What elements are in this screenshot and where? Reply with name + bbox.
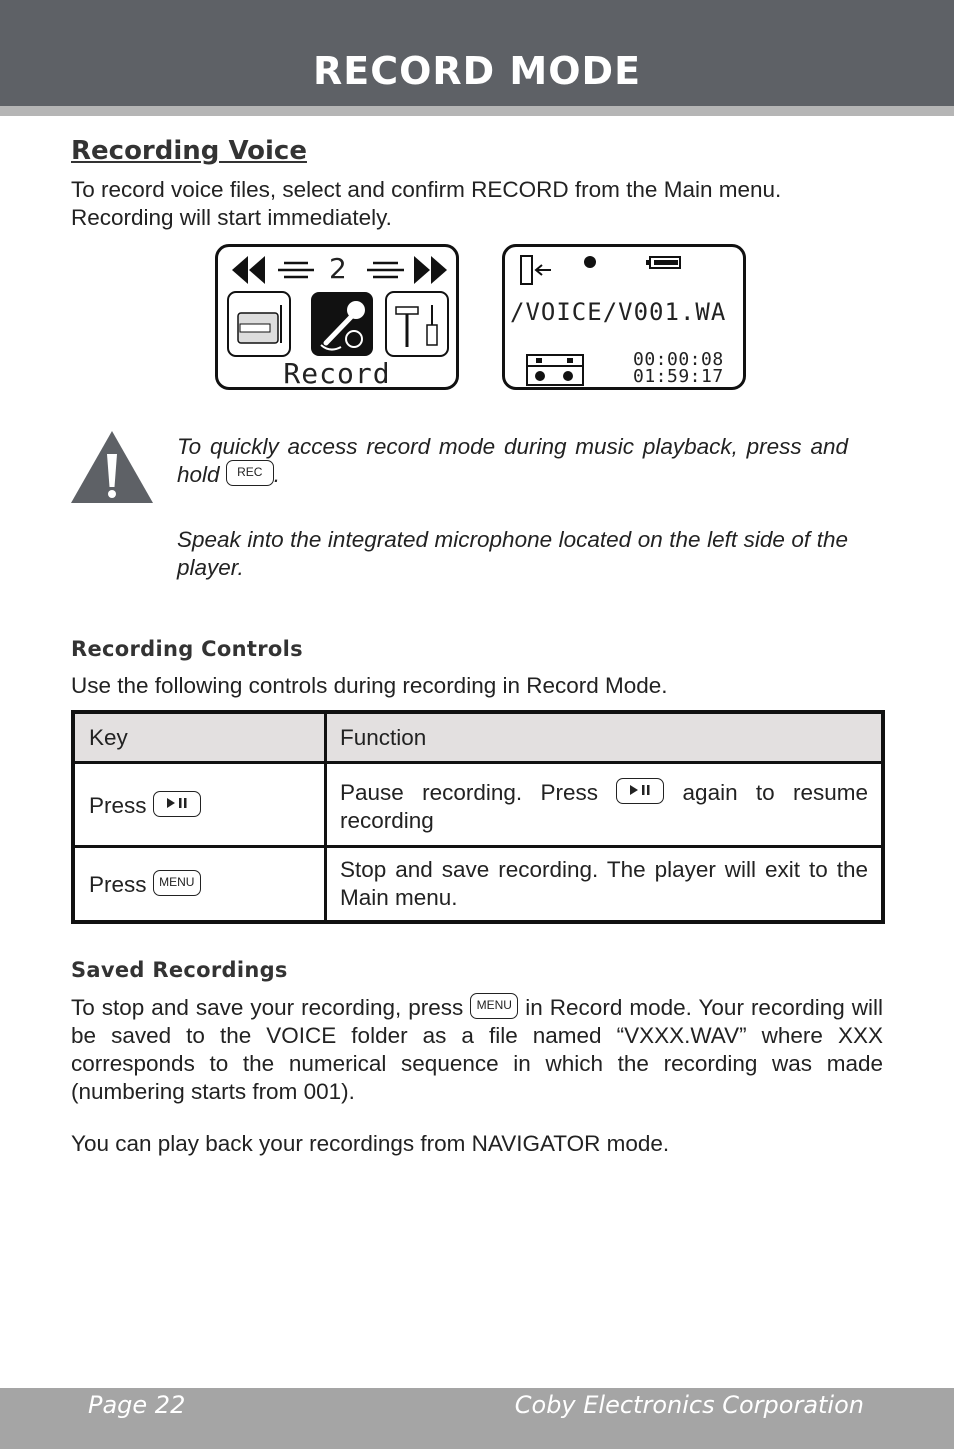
saved-recordings-paragraph	[71, 994, 883, 1106]
page-title: RECORD MODE	[312, 49, 642, 93]
page-number: Page 22	[88, 1391, 186, 1419]
table-cell-function: Stop and save recording. The player will exit to the Main menu.	[340, 857, 868, 910]
lcd-record-file-path: /VOICE/V001.WA	[510, 298, 727, 326]
menu-lines-left-icon	[278, 263, 314, 277]
note-quick-record	[177, 433, 848, 489]
row1-function-text: Pause recording. Press	[340, 780, 617, 805]
table-column-divider	[324, 714, 327, 920]
table-cell-function	[340, 779, 868, 835]
play-pause-key-icon	[616, 778, 664, 804]
menu-key-icon	[153, 870, 201, 896]
controls-table	[71, 710, 885, 924]
section-title-recording-voice: Recording Voice	[71, 136, 307, 166]
press-label: Press	[89, 872, 147, 897]
playback-paragraph: You can play back your recordings from NAVIGATOR mode.	[71, 1131, 670, 1156]
tools-tile-icon	[386, 292, 448, 356]
header-stripe	[0, 106, 954, 116]
cassette-icon	[527, 355, 583, 385]
press-label: Press	[89, 793, 147, 818]
section-title-recording-controls: Recording Controls	[71, 637, 303, 661]
saved-recordings-text: To stop and save your recording, press	[71, 995, 471, 1020]
table-row	[75, 848, 881, 924]
menu-key-label: MENU	[476, 998, 512, 1013]
folder-tile-icon	[228, 292, 290, 356]
microphone-tile-icon	[311, 292, 373, 356]
lcd-menu-number: 2	[329, 252, 347, 285]
table-cell-key	[89, 792, 314, 820]
menu-lines-right-icon	[367, 263, 404, 277]
rec-key-icon	[226, 460, 274, 486]
lcd-remaining-time: 01:59:17	[633, 366, 724, 387]
table-header-key: Key	[89, 725, 128, 750]
table-header-row	[75, 714, 881, 764]
company-name: Coby Electronics Corporation	[514, 1391, 864, 1419]
note-quick-record-end: .	[273, 462, 281, 487]
saved-recordings-text-end: in Record mode. Your recording will be saved to the VOICE folder as a file named “VXXX.WAV” where XXX corresponds to the numerical sequence in which the recording was made (numbering starts from 001).	[71, 995, 883, 1105]
section-title-saved-recordings: Saved Recordings	[71, 958, 288, 982]
warning-icon	[70, 430, 154, 504]
lcd-main-menu-screen	[215, 244, 459, 390]
rec-key-label: REC	[237, 465, 263, 480]
recording-voice-intro: To record voice files, select and confirm RECORD from the Main menu. Recording will start immediately.	[71, 177, 782, 230]
lcd-elapsed-time: 00:00:08	[633, 349, 724, 370]
note-microphone: Speak into the integrated microphone located on the left side of the player.	[177, 527, 848, 580]
play-pause-key-icon	[153, 791, 201, 817]
fast-forward-icon	[414, 256, 447, 284]
record-dot-icon	[584, 256, 596, 268]
note-quick-record-text: To quickly access record mode during music playback, press and hold	[177, 434, 848, 487]
row1-function-text-end: again to resume recording	[340, 780, 868, 834]
table-cell-key	[89, 871, 314, 899]
battery-icon	[646, 257, 680, 268]
folder-back-icon	[521, 256, 551, 284]
table-header-function: Function	[340, 725, 427, 750]
rewind-icon	[232, 256, 265, 284]
lcd-menu-label: Record	[283, 357, 391, 390]
table-row	[75, 764, 881, 848]
recording-controls-intro: Use the following controls during recording in Record Mode.	[71, 673, 668, 698]
menu-key-label: MENU	[159, 875, 195, 890]
menu-key-icon	[470, 993, 518, 1019]
lcd-recording-screen	[502, 244, 746, 390]
